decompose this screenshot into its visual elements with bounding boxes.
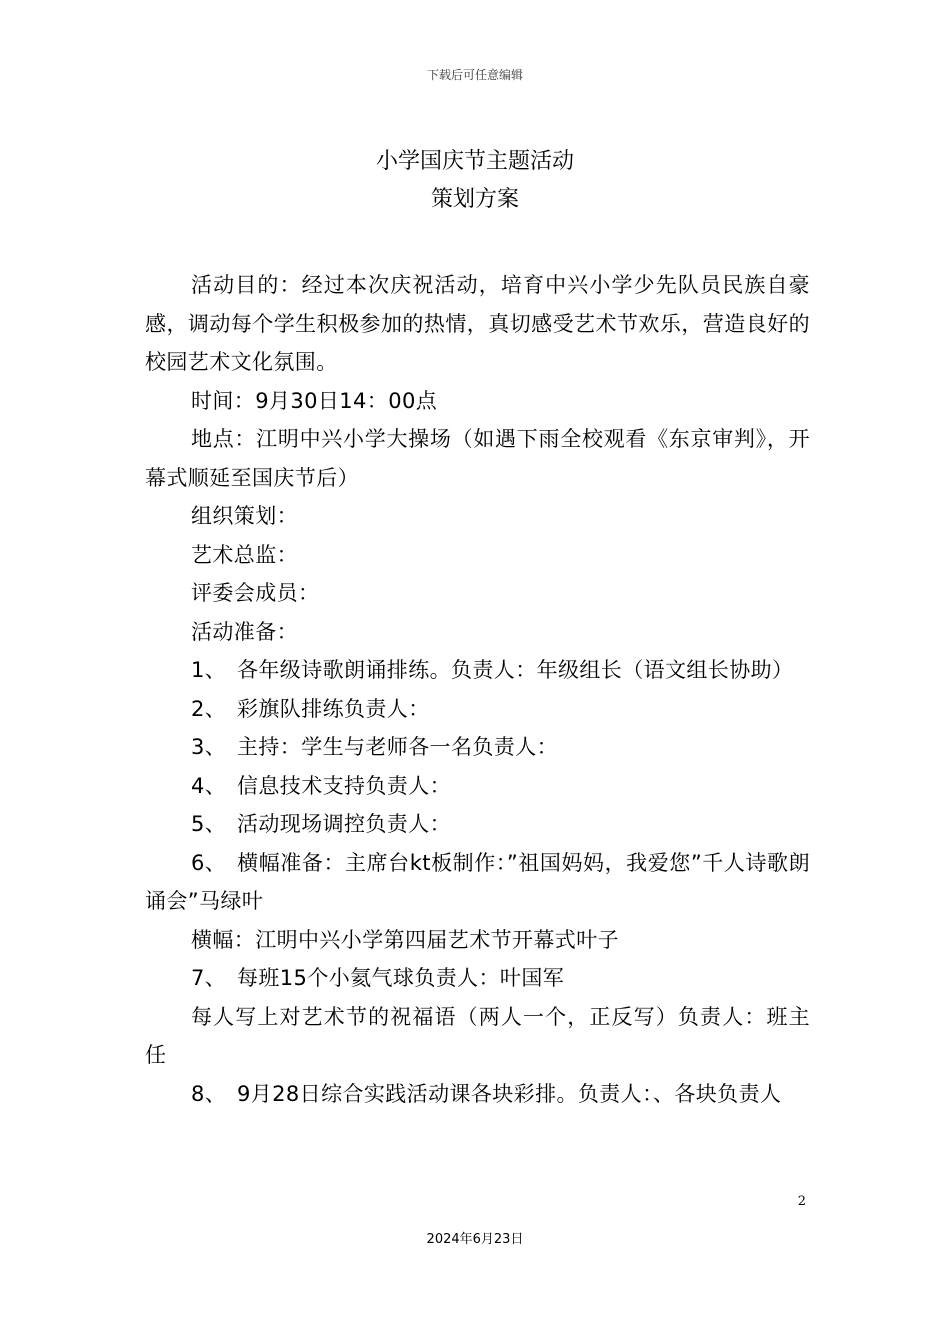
document-subtitle: 策划方案 (430, 187, 519, 212)
list-item-text: 主持：学生与老师各一名负责人： (237, 735, 558, 759)
footer-date: 2024年6月23日 (426, 1232, 524, 1247)
organizer-paragraph: 组织策划： (191, 504, 298, 528)
location-paragraph: 地点：江明中兴小学大操场（如遇下雨全校观看《东京审判》，开幕式顺延至国庆节后） (145, 427, 810, 490)
list-item-text: 各年级诗歌朗诵排练。负责人：年级组长（语文组长协助） (237, 658, 794, 682)
list-item (145, 767, 810, 806)
list-item-text: 活动现场调控负责人： (237, 812, 451, 836)
list-item (145, 959, 810, 998)
list-item-text: 横幅准备：主席台kt板制作：”祖国妈妈，我爱您”千人诗歌朗诵会”马绿叶 (145, 850, 810, 913)
list-item-number: 5、 (191, 812, 227, 836)
list-item-text: 每班15个小氦气球负责人：叶国军 (237, 966, 565, 990)
page-number: 2 (797, 1194, 806, 1209)
list-item-number: 2、 (191, 696, 227, 721)
list-item-number: 6、 (191, 850, 227, 875)
list-item-number: 7、 (191, 966, 227, 990)
purpose-paragraph: 活动目的：经过本次庆祝活动，培育中兴小学少先队员民族自豪感，调动每个学生积极参加的热情，真切感受艺术节欢乐，营造良好的校园艺术文化氛围。 (145, 273, 810, 374)
list-item-number: 3、 (191, 735, 227, 759)
blessing-paragraph: 每人写上对艺术节的祝福语（两人一个，正反写）负责人：班主任 (145, 1004, 810, 1067)
list-item-text: 彩旗队排练负责人： (237, 696, 430, 721)
list-item-text: 信息技术支持负责人： (237, 773, 451, 798)
banner-paragraph: 横幅：江明中兴小学第四届艺术节开幕式叶子 (191, 927, 619, 952)
list-item (145, 651, 810, 690)
list-item (145, 805, 810, 844)
time-paragraph: 时间：9月30日14：00点 (191, 388, 438, 413)
list-item-number: 8、 (191, 1081, 227, 1106)
list-item (145, 1075, 810, 1114)
list-item (145, 690, 810, 729)
document-title: 小学国庆节主题活动 (375, 149, 574, 174)
list-item (145, 728, 810, 767)
jury-paragraph: 评委会成员： (191, 581, 320, 605)
art-director-paragraph: 艺术总监： (191, 542, 298, 567)
list-item-number: 1、 (191, 658, 227, 682)
list-item (145, 844, 810, 921)
header-note: 下载后可任意编辑 (426, 68, 523, 82)
preparation-paragraph: 活动准备： (191, 619, 298, 644)
list-item-text: 9月28日综合实践活动课各块彩排。负责人：、各块负责人 (237, 1081, 782, 1106)
list-item-number: 4、 (191, 773, 227, 798)
document-body (145, 266, 810, 1113)
